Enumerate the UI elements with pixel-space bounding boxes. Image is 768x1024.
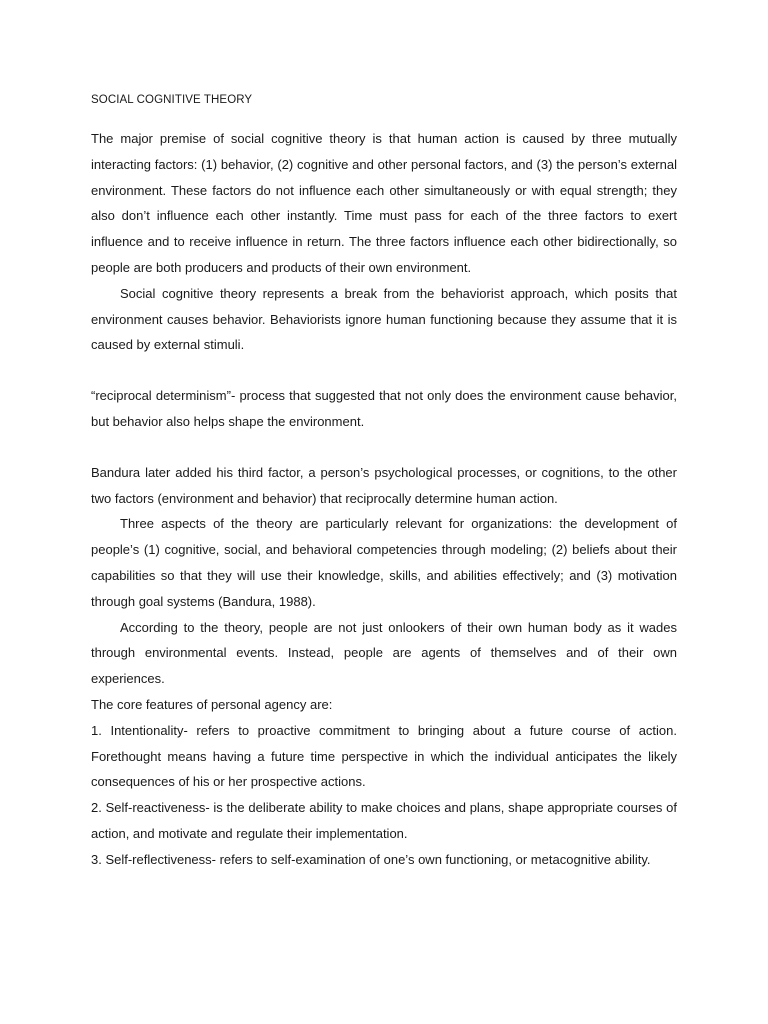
- list-item-intentionality: 1. Intentionality- refers to proactive commitment to bringing about a future course of action. Forethought means having a future time perspective in which the individual anticipates the likely consequences of his or her prospective actions.: [91, 722, 677, 790]
- paragraph-reciprocal-determinism: “reciprocal determinism”- process that suggested that not only does the environment cause behavior, but behavior also helps shape the environment.: [91, 388, 677, 429]
- paragraph-premise: The major premise of social cognitive theory is that human action is caused by three mutually interacting factors: (1) behavior, (2) cognitive and other personal factors, and (3) the person’s external environment. These factors do not influence each other simultaneously or with equal strength; they also don’t influence each other instantly. Time must pass for each of the three factors to exert influence and to receive influence in return. The three factors influence each other bidirectionally, so people are both producers and products of their own environment.: [91, 131, 677, 275]
- paragraph-bandura-third-factor: Bandura later added his third factor, a person’s psychological processes, or cognitions, to the other two factors (environment and behavior) that reciprocally determine human action.: [91, 464, 677, 506]
- list-item-self-reflectiveness: 3. Self-reflectiveness- refers to self-examination of one’s own functioning, or metacognitive ability.: [91, 851, 651, 867]
- paragraph-behaviorist-break: Social cognitive theory represents a break from the behaviorist approach, which posits that environment causes behavior. Behaviorists ignore human functioning because they assume that it is caused by external stimuli.: [91, 285, 677, 353]
- document-body: [91, 88, 677, 873]
- list-item-self-reactiveness: 2. Self-reactiveness- is the deliberate ability to make choices and plans, shape appropriate courses of action, and motivate and regulate their implementation.: [91, 800, 677, 841]
- paragraph-three-aspects: Three aspects of the theory are particularly relevant for organizations: the development of people’s (1) cognitive, social, and behavioral competencies through modeling; (2) beliefs about their capabilities so that they will use their knowledge, skills, and abilities effectively; and (3) motivation through goal systems (Bandura, 1988).: [91, 516, 677, 609]
- paragraph-agents: According to the theory, people are not just onlookers of their own human body as it wades through environmental events. Instead, people are agents of themselves and of their own experiences.: [91, 619, 677, 687]
- document-title: SOCIAL COGNITIVE THEORY: [91, 94, 253, 106]
- paragraph-core-features-heading: The core features of personal agency are:: [91, 696, 333, 712]
